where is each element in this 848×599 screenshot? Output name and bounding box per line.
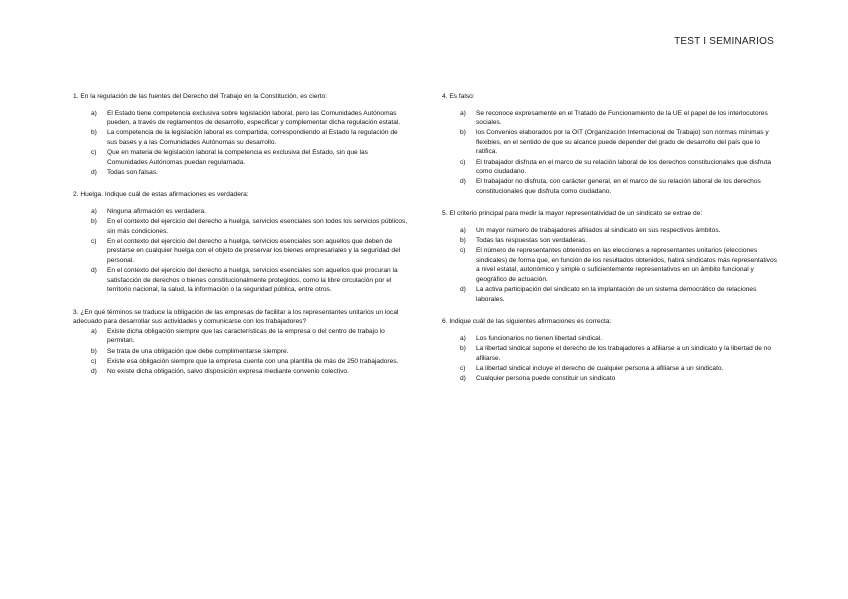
option-text: Que en materia de legislación laboral la competencia es exclusiva del Estado, sin que las Comunidades Autónomas puedan regularnada. [107, 148, 368, 166]
right-column [442, 92, 777, 396]
option-d [73, 367, 408, 377]
option-a [73, 207, 408, 217]
option-letter: d) [460, 374, 466, 382]
option-text: Se reconoce expresamente en el Tratado de Funcionamiento de la UE el papel de los interlocutores sociales. [476, 109, 768, 127]
option-letter: c) [460, 364, 466, 372]
option-d [73, 266, 408, 295]
document-title: TEST I SEMINARIOS [674, 36, 774, 47]
option-text: los Convenios elaborados por la OIT (Organización Internacional de Trabajo) son normas mínimas y flexibles, en el sentido de que su alcance puede depender del grado de desarrollo del país que lo ratifica. [476, 129, 769, 156]
option-text: En el contexto del ejercicio del derecho a huelga, servicios esenciales son aquellos que procuran la satisfacción de derechos o bienes constitucionalmente protegidos, como la libre circulación por el territorio nacional, la salud, la información o la seguridad pública, entre otros. [107, 266, 398, 294]
option-a [73, 109, 408, 128]
question-text: 1. En la regulación de las fuentes del Derecho del Trabajo en la Constitución, es cierto: [73, 93, 328, 100]
option-letter: d) [91, 266, 97, 274]
option-c [442, 246, 777, 284]
question-text: 3. ¿En qué términos se traduce la obligación de las empresas de facilitar a los representantes unitarios un local adecuado para desarrollar sus actividades y comunicarse con los trabajadores? [73, 308, 399, 326]
option-text: El número de representantes obtenidos en las elecciones a representantes unitarios (elecciones sindicales) de forma que, en función de los resultados obtenidos, habrá sindicatos más representativos a nivel estatal, autonómico y simple o suficientemente representativos en un ámbito funcional y geográfico de actuación. [476, 247, 777, 283]
option-d [442, 374, 777, 384]
option-c [73, 237, 408, 266]
option-letter: c) [91, 237, 97, 245]
option-b [73, 347, 408, 357]
question-5 [442, 209, 777, 304]
option-letter: d) [91, 168, 97, 176]
option-a [73, 327, 408, 346]
option-letter: b) [460, 344, 466, 352]
option-text: En el contexto del ejercicio del derecho a huelga, servicios esenciales son todos los servicios públicos, sin más condiciones. [107, 217, 408, 235]
option-text: Se trata de una obligación que debe cumplimentarse siempre. [107, 347, 289, 355]
option-text: La competencia de la legislación laboral es compartida, correspondiendo al Estado la regulación de sus bases y a las Comunidades Autónomas su desarrollo. [107, 129, 398, 146]
question-2 [73, 190, 408, 294]
question-1 [73, 92, 408, 177]
option-d [73, 168, 408, 178]
option-letter: a) [460, 334, 466, 342]
option-letter: c) [460, 158, 466, 166]
option-a [442, 334, 777, 344]
option-letter: d) [460, 178, 466, 186]
question-text: 5. El criterio principal para medir la mayor representatividad de un sindicato se extrae de: [442, 210, 703, 218]
option-letter: b) [460, 237, 466, 245]
option-letter: a) [460, 109, 466, 117]
option-letter: b) [460, 129, 466, 137]
option-c [73, 357, 408, 367]
option-b [442, 128, 777, 157]
option-letter: a) [91, 327, 97, 335]
option-letter: b) [91, 217, 97, 225]
question-text: 4. Es falso: [442, 93, 475, 100]
option-text: Los funcionarios no tienen libertad sindical. [476, 334, 603, 342]
option-letter: d) [91, 367, 97, 375]
option-d [442, 177, 777, 196]
option-letter: a) [91, 109, 97, 117]
question-4 [442, 92, 777, 196]
option-letter: a) [91, 207, 97, 215]
option-b [442, 236, 777, 246]
option-letter: c) [91, 357, 97, 365]
option-b [442, 344, 777, 363]
option-a [442, 109, 777, 128]
question-6 [442, 317, 777, 383]
option-text: Un mayor número de trabajadores afiliados al sindicato en sus respectivos ámbitos. [476, 227, 721, 235]
option-c [442, 364, 777, 374]
option-text: Existe esa obligación siempre que la empresa cuente con una plantilla de más de 250 trabajadores. [107, 357, 399, 365]
option-c [442, 158, 777, 177]
option-text: No existe dicha obligación, salvo disposición expresa mediante convenio colectivo. [107, 367, 349, 375]
option-text: Cualquier persona puede constituir un sindicato [476, 374, 616, 382]
option-letter: d) [460, 286, 466, 294]
option-letter: c) [460, 247, 466, 255]
option-b [73, 128, 408, 147]
question-text: 6. Indique cuál de las siguientes afirmaciones es correcta: [442, 318, 612, 326]
question-text: 2. Huelga. Indique cuál de estas afirmaciones es verdadera: [73, 191, 249, 199]
option-a [442, 226, 777, 236]
option-text: El trabajador disfruta en el marco de su relación laboral de los derechos constitucionales que disfruta como ciudadano. [476, 158, 772, 176]
option-text: La activa participación del sindicato en la implantación de un sistema democrático de relaciones laborales. [476, 286, 757, 303]
option-text: La libertad sindical supone el derecho de los trabajadores a afiliarse a un sindicato y la libertad de no afiliarse. [476, 344, 772, 362]
option-text: El trabajador no disfruta, con carácter general, en el marco de su relación laboral de los derechos constitucionales que disfruta como ciudadano. [476, 178, 761, 195]
option-letter: b) [91, 347, 97, 355]
option-text: La libertad sindical incluye el derecho de cualquier persona a afiliarse a un sindicato. [476, 364, 724, 372]
option-text: Ninguna afirmación es verdadera. [107, 207, 206, 215]
option-letter: a) [460, 227, 466, 235]
option-text: Existe dicha obligación siempre que las características de la empresa o del centro de trabajo lo permitan. [107, 327, 385, 345]
option-letter: b) [91, 129, 97, 137]
option-b [73, 217, 408, 236]
question-3 [73, 308, 408, 377]
option-letter: c) [91, 148, 97, 156]
option-text: Todas las respuestas son verdaderas. [476, 237, 588, 245]
left-column [73, 92, 408, 389]
option-text: Todas son falsas. [107, 168, 158, 176]
option-c [73, 148, 408, 167]
option-d [442, 285, 777, 304]
option-text: En el contexto del ejercicio del derecho a huelga, servicios esenciales son aquellos que deben de prestarse en cualquier huelga con el objeto de preservar los bienes empresariales y la seguridad del personal. [107, 237, 401, 264]
option-text: El Estado tiene competencia exclusiva sobre legislación laboral, pero las Comunidades Autónomas pueden, a través de reglamentos de desarrollo, especificar y complementar dicha regulación estatal. [107, 109, 401, 127]
